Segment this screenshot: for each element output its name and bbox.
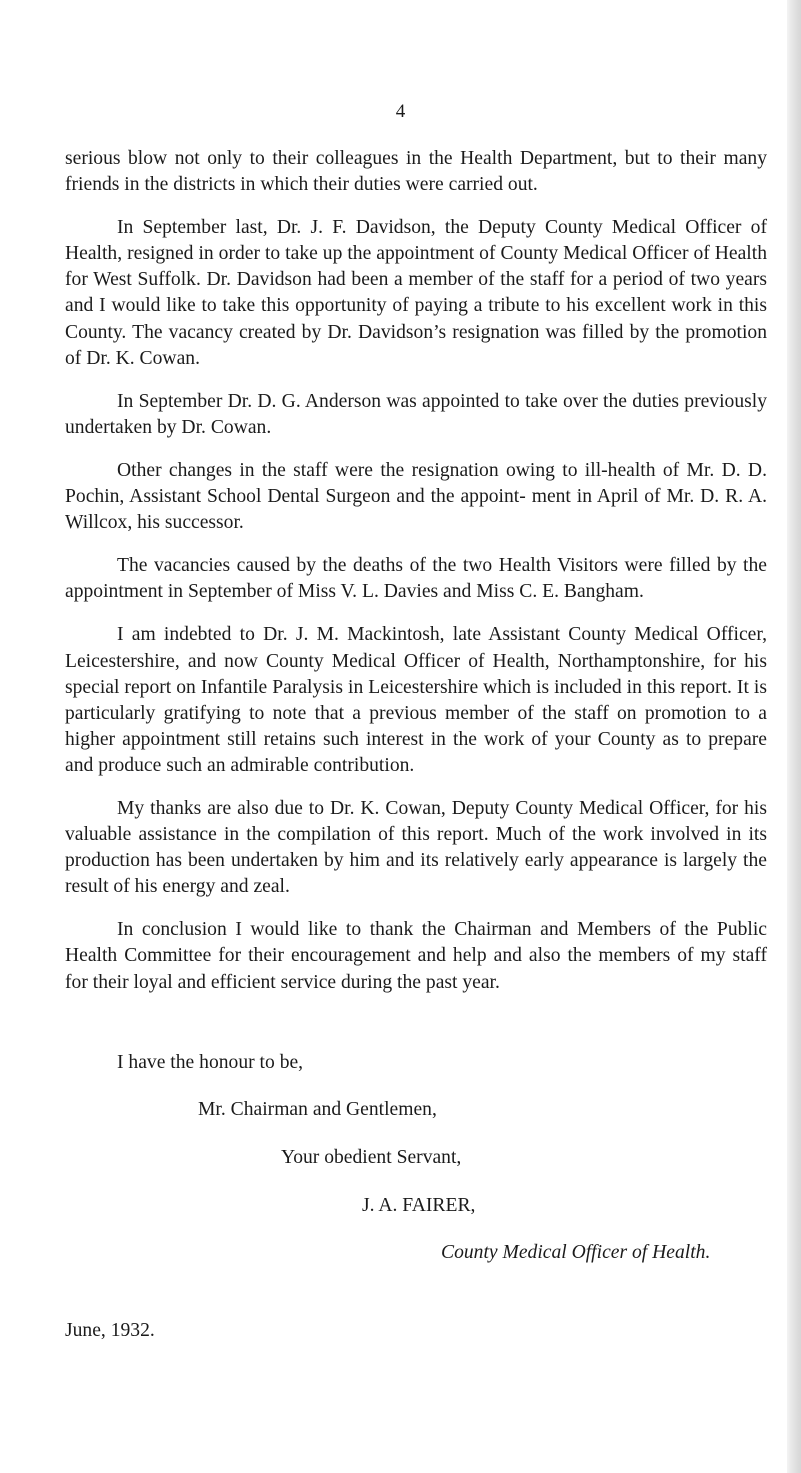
paragraph-continuation: serious blow not only to their colleagues in the Health Department, but to their many friends in the districts in which their duties were carried out. <box>65 148 767 196</box>
paragraph-mackintosh: I am indebted to Dr. J. M. Mackintosh, late Assistant County Medical Officer, Leicestershire, and now County Medical Officer of Health, Northamptonshire, for his special report on Infantile Paralysis in Leicestershire which is included in this report. It is particularly gratifying to note that a previous member of the staff on promotion to a higher appointment still retains such interest in the work of your County as to prepare and produce such an admirable contribution. <box>65 624 767 776</box>
paragraph-conclusion: In conclusion I would like to thank the Chairman and Members of the Public Health Committee for their encouragement and help and also the members of my staff for their loyal and efficient service during the past year. <box>65 919 767 993</box>
letter-date: June, 1932. <box>65 1320 155 1341</box>
paragraph-anderson: In September Dr. D. G. Anderson was appointed to take over the duties previously undertaken by Dr. Cowan. <box>65 390 767 438</box>
signoff-servant: Your obedient Servant, <box>281 1147 462 1168</box>
letter-body <box>65 146 767 1013</box>
signatory-title: County Medical Officer of Health. <box>441 1242 711 1263</box>
signoff-honour: I have the honour to be, <box>117 1052 304 1073</box>
paragraph-health-visitors: The vacancies caused by the deaths of the two Health Visitors were filled by the appointment in September of Miss V. L. Davies and Miss C. E. Bangham. <box>65 555 767 603</box>
paragraph-davidson: In September last, Dr. J. F. Davidson, the Deputy County Medical Officer of Health, resigned in order to take up the appointment of County Medical Officer of Health for West Suffolk. Dr. Davidson had been a member of the staff for a period of two years and I would like to take this opportunity of paying a tribute to his excellent work in this County. The vacancy created by Dr. Davidson’s resignation was filled by the promotion of Dr. K. Cowan. <box>65 217 767 369</box>
signatory-name: J. A. FAIRER, <box>362 1195 476 1216</box>
signoff-salutation: Mr. Chairman and Gentlemen, <box>198 1099 437 1120</box>
paragraph-staff-changes: Other changes in the staff were the resignation owing to ill-health of Mr. D. D. Pochin, Assistant School Dental Surgeon and the appoint- ment in April of Mr. D. R. A. Willcox, his successor. <box>65 459 767 534</box>
page-number: 4 <box>395 101 406 122</box>
paragraph-thanks-cowan: My thanks are also due to Dr. K. Cowan, Deputy County Medical Officer, for his valuable assistance in the compilation of this report. Much of the work involved in its production has been undertaken by him and its relatively early appearance is largely the result of his energy and zeal. <box>65 797 767 898</box>
